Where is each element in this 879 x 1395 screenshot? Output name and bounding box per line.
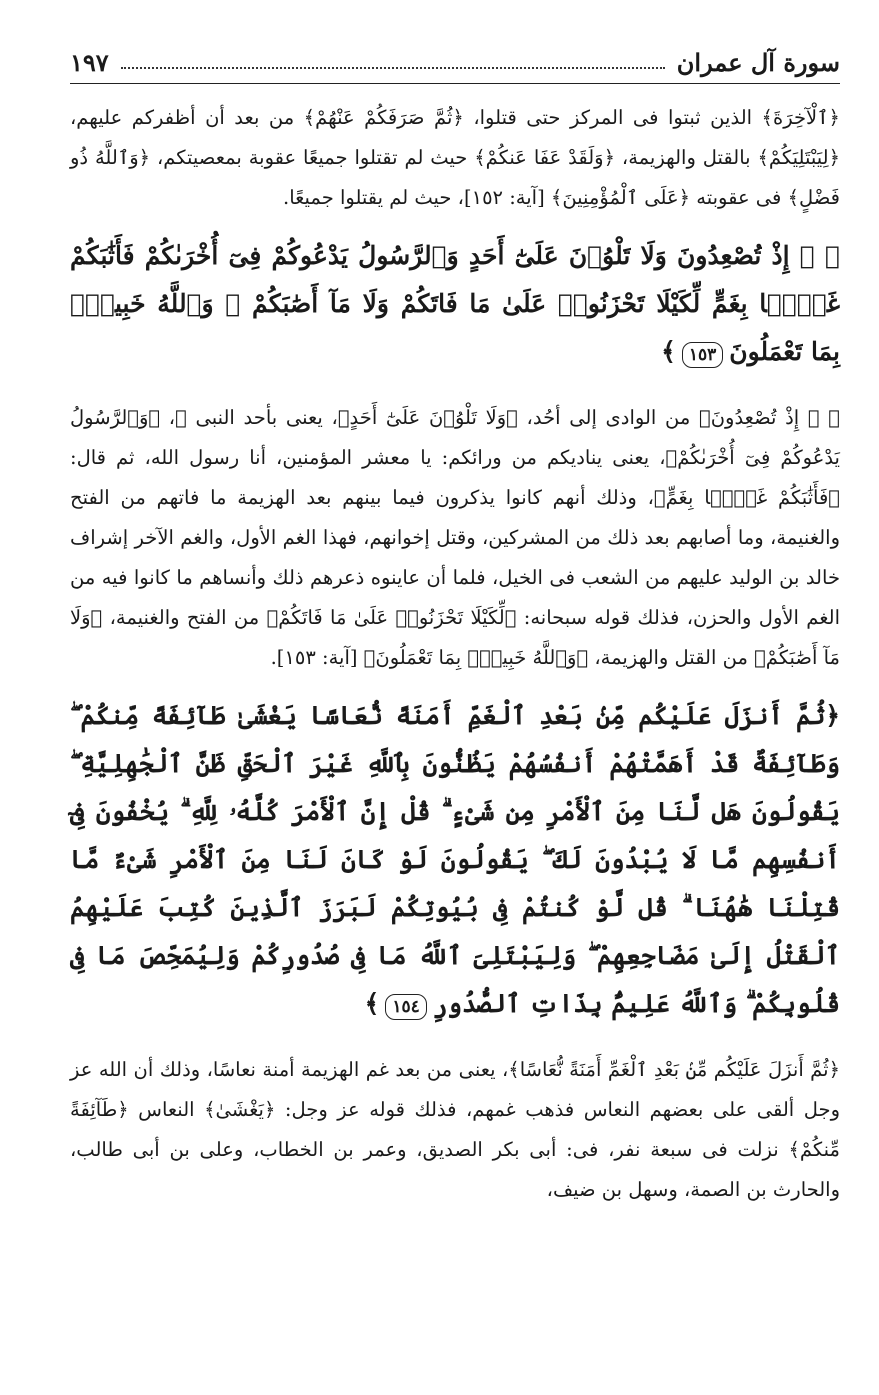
commentary-paragraph: ﴿ثُمَّ أَنزَلَ عَلَيْكُم مِّنۢ بَعْدِ ٱلْغَمِّ أَمَنَةً نُّعَاسًا﴾، يعنى من بعد غم الهزيمة أمنة نعاسًا، وذلك أن الله عز وجل ألقى على بعضهم النعاس فذهب غمهم، فذلك قوله عز وجل: ﴿يَغْشَىٰ﴾ النعاس ﴿طَآئِفَةً مِّنكُمْ﴾ نزلت فى سبعة نفر، فى: أبى بكر الصديق، وعمر بن الخطاب، وعلى بن أبى طالب، والحارث بن الصمة، وسهل بن ضيف، [70, 1058, 840, 1201]
page-header [70, 48, 840, 84]
surah-title: سورة آل عمران [676, 48, 840, 77]
commentary-paragraph: ﴿ٱلْآخِرَةَ﴾ الذين ثبتوا فى المركز حتى قتلوا، ﴿ثُمَّ صَرَفَكُمْ عَنْهُمْ﴾ من بعد أن أظفركم عليهم، ﴿لِيَبْتَلِيَكُمْ﴾ بالقتل والهزيمة، ﴿وَلَقَدْ عَفَا عَنكُمْ﴾ حيث لم تقتلوا جميعًا عقوبة بمعصيتكم، ﴿وَٱللَّهُ ذُو فَضْلٍ﴾ فى عقوبته ﴿عَلَى ٱلْمُؤْمِنِينَ﴾ [آية: ١٥٢]، حيث لم يقتلوا جميعًا. [70, 106, 840, 209]
verse-block: ﴿ثُمَّ أَنزَلَ عَلَيْكُم مِّنۢ بَعْدِ ٱلْغَمِّ أَمَنَةً نُّعَاسًا يَغْشَىٰ طَآئِفَةً مِّنكُمْ ۖ وَطَآئِفَةٌ قَدْ أَهَمَّتْهُمْ أَنفُسُهُمْ يَظُنُّونَ بِٱللَّهِ غَيْرَ ٱلْحَقِّ ظَنَّ ٱلْجَٰهِلِيَّةِ ۖ يَقُولُونَ هَل لَّنَا مِنَ ٱلْأَمْرِ مِن شَىْءٍ ۗ قُلْ إِنَّ ٱلْأَمْرَ كُلَّهُۥ لِلَّهِ ۗ يُخْفُونَ فِىٓ أَنفُسِهِم مَّا لَا يُبْدُونَ لَكَ ۖ يَقُولُونَ لَوْ كَانَ لَنَا مِنَ ٱلْأَمْرِ شَىْءٌ مَّا قُتِلْنَا هَٰهُنَا ۗ قُل لَّوْ كُنتُمْ فِى بُيُوتِكُمْ لَبَرَزَ ٱلَّذِينَ كُتِبَ عَلَيْهِمُ ٱلْقَتْلُ إِلَىٰ مَضَاجِعِهِمْ ۖ وَلِيَبْتَلِىَ ٱللَّهُ مَا فِى صُدُورِكُمْ وَلِيُمَحِّصَ مَا فِى قُلُوبِكُمْ ۗ وَٱللَّهُ عَلِيمٌۢ بِذَاتِ ٱلصُّدُورِ١٥٤﴾ [70, 701, 840, 1018]
page [70, 48, 840, 1224]
verse-block: ﴿ ۞ إِذْ تُصْعِدُونَ وَلَا تَلْوُۥنَ عَلَىٰٓ أَحَدٍ وَٱلرَّسُولُ يَدْعُوكُمْ فِىٓ أُخْرَىٰكُمْ فَأَثَٰبَكُمْ غَمًّۢا بِغَمٍّ لِّكَيْلَا تَحْزَنُوا۟ عَلَىٰ مَا فَاتَكُمْ وَلَا مَآ أَصَٰبَكُمْ ۗ وَٱللَّهُ خَبِيرٌۢ بِمَا تَعْمَلُونَ١٥٣﴾ [70, 241, 840, 366]
ayah-number-marker: ١٥٣ [682, 342, 723, 368]
ayah-number-marker: ١٥٤ [385, 994, 426, 1020]
header-dots [121, 67, 665, 69]
page-number: ١٩٧ [70, 48, 109, 77]
commentary-paragraph: ﴿ ۞ إِذْ تُصْعِدُونَ﴾ من الوادى إلى أحُد، ﴿وَلَا تَلْوُۥنَ عَلَىٰٓ أَحَدٍ﴾، يعنى بأحد النبى ﷺ، ﴿وَٱلرَّسُولُ يَدْعُوكُمْ فِىٓ أُخْرَىٰكُمْ﴾، يعنى يناديكم من ورائكم: يا معشر المؤمنين، أنا رسول الله، ثم قال: ﴿فَأَثَٰبَكُمْ غَمًّۢا بِغَمٍّ﴾، وذلك أنهم كانوا يذكرون فيما بينهم بعد الهزيمة ما فاتهم من الفتح والغنيمة، وما أصابهم بعد ذلك من المشركين، وقتل إخوانهم، فهذا الغم الأول، والغم الآخر إشراف خالد بن الوليد عليهم من الشعب فى الخيل، فلما أن عاينوه ذعرهم ذلك وأنساهم ما كانوا فيه من الغم الأول والحزن، فذلك قوله سبحانه: ﴿لِّكَيْلَا تَحْزَنُوا۟ عَلَىٰ مَا فَاتَكُمْ﴾ من الفتح والغنيمة، ﴿وَلَا مَآ أَصَٰبَكُمْ﴾ من القتل والهزيمة، ﴿وَٱللَّهُ خَبِيرٌۢ بِمَا تَعْمَلُونَ﴾ [آية: ١٥٣]. [70, 406, 840, 669]
